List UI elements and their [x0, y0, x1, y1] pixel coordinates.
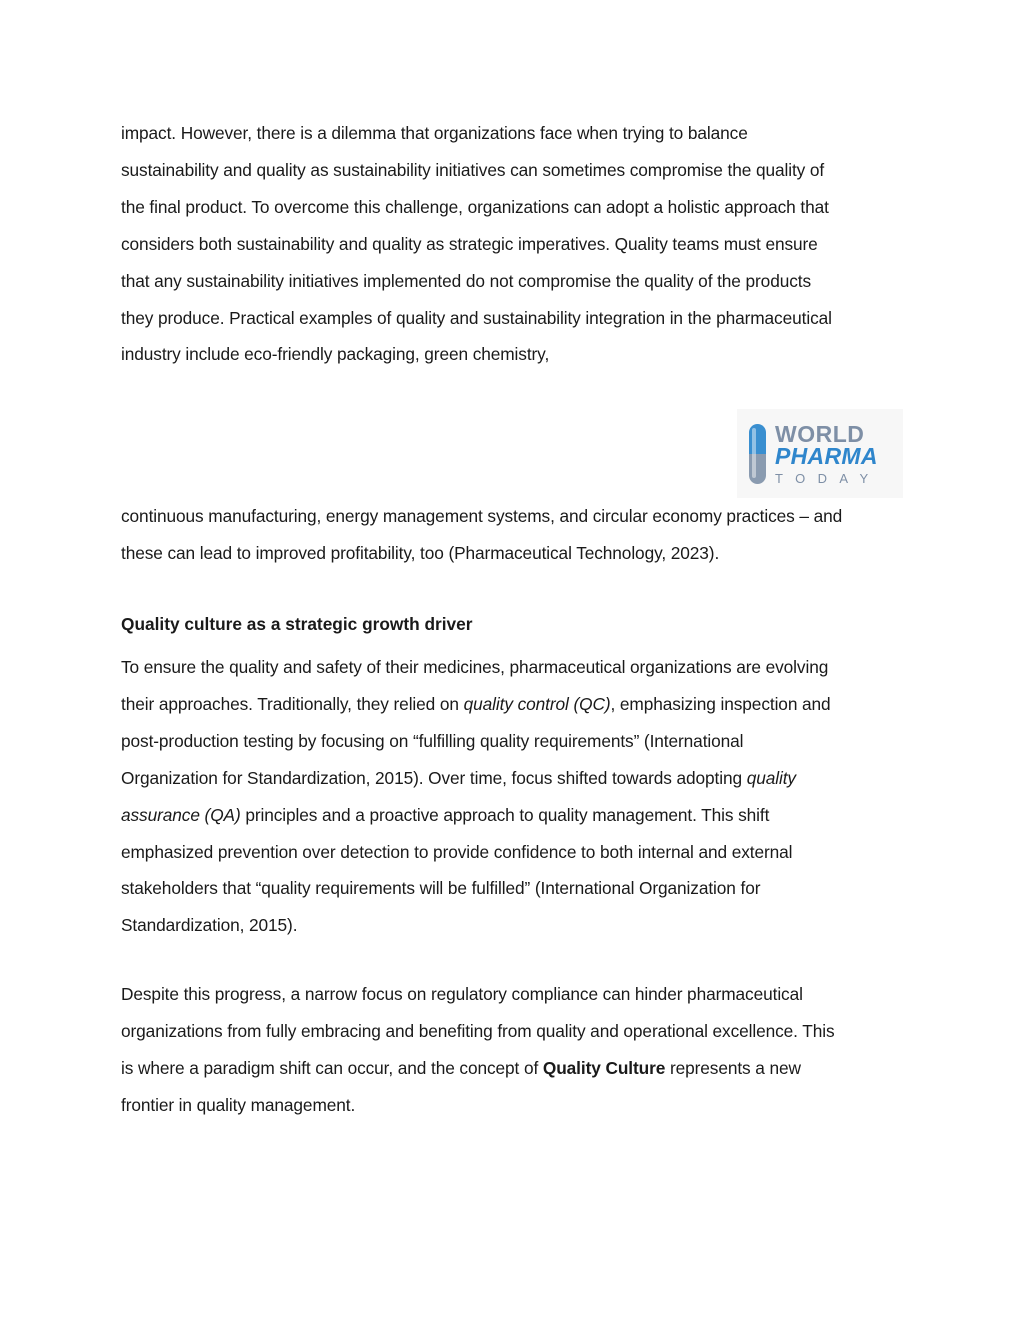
- bold-term-quality-culture: Quality Culture: [542, 1057, 666, 1078]
- capsule-icon: [749, 424, 766, 484]
- text-line: they produce. Practical examples of quality and sustainability integration in the pharmaceutical: [121, 307, 832, 328]
- paragraph-quality-culture: [121, 976, 907, 1124]
- logo-word-today: TODAY: [775, 471, 881, 486]
- italic-term-qc: quality control (QC): [463, 693, 611, 714]
- text-line: is where a paradigm shift can occur, and the concept of Quality Culture represents a new: [121, 1057, 801, 1078]
- text-line: impact. However, there is a dilemma that organizations face when trying to balance: [121, 123, 748, 143]
- text-line: post-production testing by focusing on “fulfilling quality requirements” (International: [121, 730, 744, 751]
- text-line: Despite this progress, a narrow focus on regulatory compliance can hinder pharmaceutical: [121, 984, 803, 1004]
- text-line: sustainability and quality as sustainability initiatives can sometimes compromise the quality of: [121, 159, 825, 180]
- text-line: considers both sustainability and quality as strategic imperatives. Quality teams must ensure: [121, 233, 818, 254]
- logo-word-world: WORLD: [775, 421, 865, 447]
- text-line: Organization for Standardization, 2015). Over time, focus shifted towards adopting quality: [121, 767, 796, 788]
- text-line: assurance (QA) principles and a proactive approach to quality management. This shift: [121, 804, 770, 825]
- text-line: organizations from fully embracing and benefiting from quality and operational excellence. This: [121, 1020, 835, 1041]
- paragraph-continuous-manufacturing: [121, 498, 907, 572]
- section-heading: Quality culture as a strategic growth driver: [121, 614, 473, 634]
- italic-term-qa: assurance (QA): [121, 804, 241, 825]
- text-line: their approaches. Traditionally, they relied on quality control (QC), emphasizing inspection and: [121, 693, 831, 714]
- text-line: emphasized prevention over detection to provide confidence to both internal and external: [121, 841, 793, 862]
- text-line: To ensure the quality and safety of their medicines, pharmaceutical organizations are evolving: [121, 657, 829, 677]
- logo-word-pharma: PHARMA: [775, 443, 878, 469]
- text-line: industry include eco-friendly packaging, green chemistry,: [121, 344, 550, 365]
- italic-term-quality: quality: [746, 767, 796, 788]
- text-line: these can lead to improved profitability, too (Pharmaceutical Technology, 2023).: [121, 542, 720, 563]
- text-line: Standardization, 2015).: [121, 915, 298, 936]
- world-pharma-today-logo: [737, 409, 903, 498]
- paragraph-quality-evolution: [121, 649, 907, 944]
- text-line: continuous manufacturing, energy management systems, and circular economy practices – and: [121, 506, 843, 526]
- paragraph-sustainability: [121, 115, 907, 373]
- text-line: that any sustainability initiatives implemented do not compromise the quality of the products: [121, 270, 812, 291]
- text-line: frontier in quality management.: [121, 1094, 356, 1115]
- text-line: the final product. To overcome this challenge, organizations can adopt a holistic approach that: [121, 196, 829, 217]
- text-line: stakeholders that “quality requirements will be fulfilled” (International Organization for: [121, 878, 761, 899]
